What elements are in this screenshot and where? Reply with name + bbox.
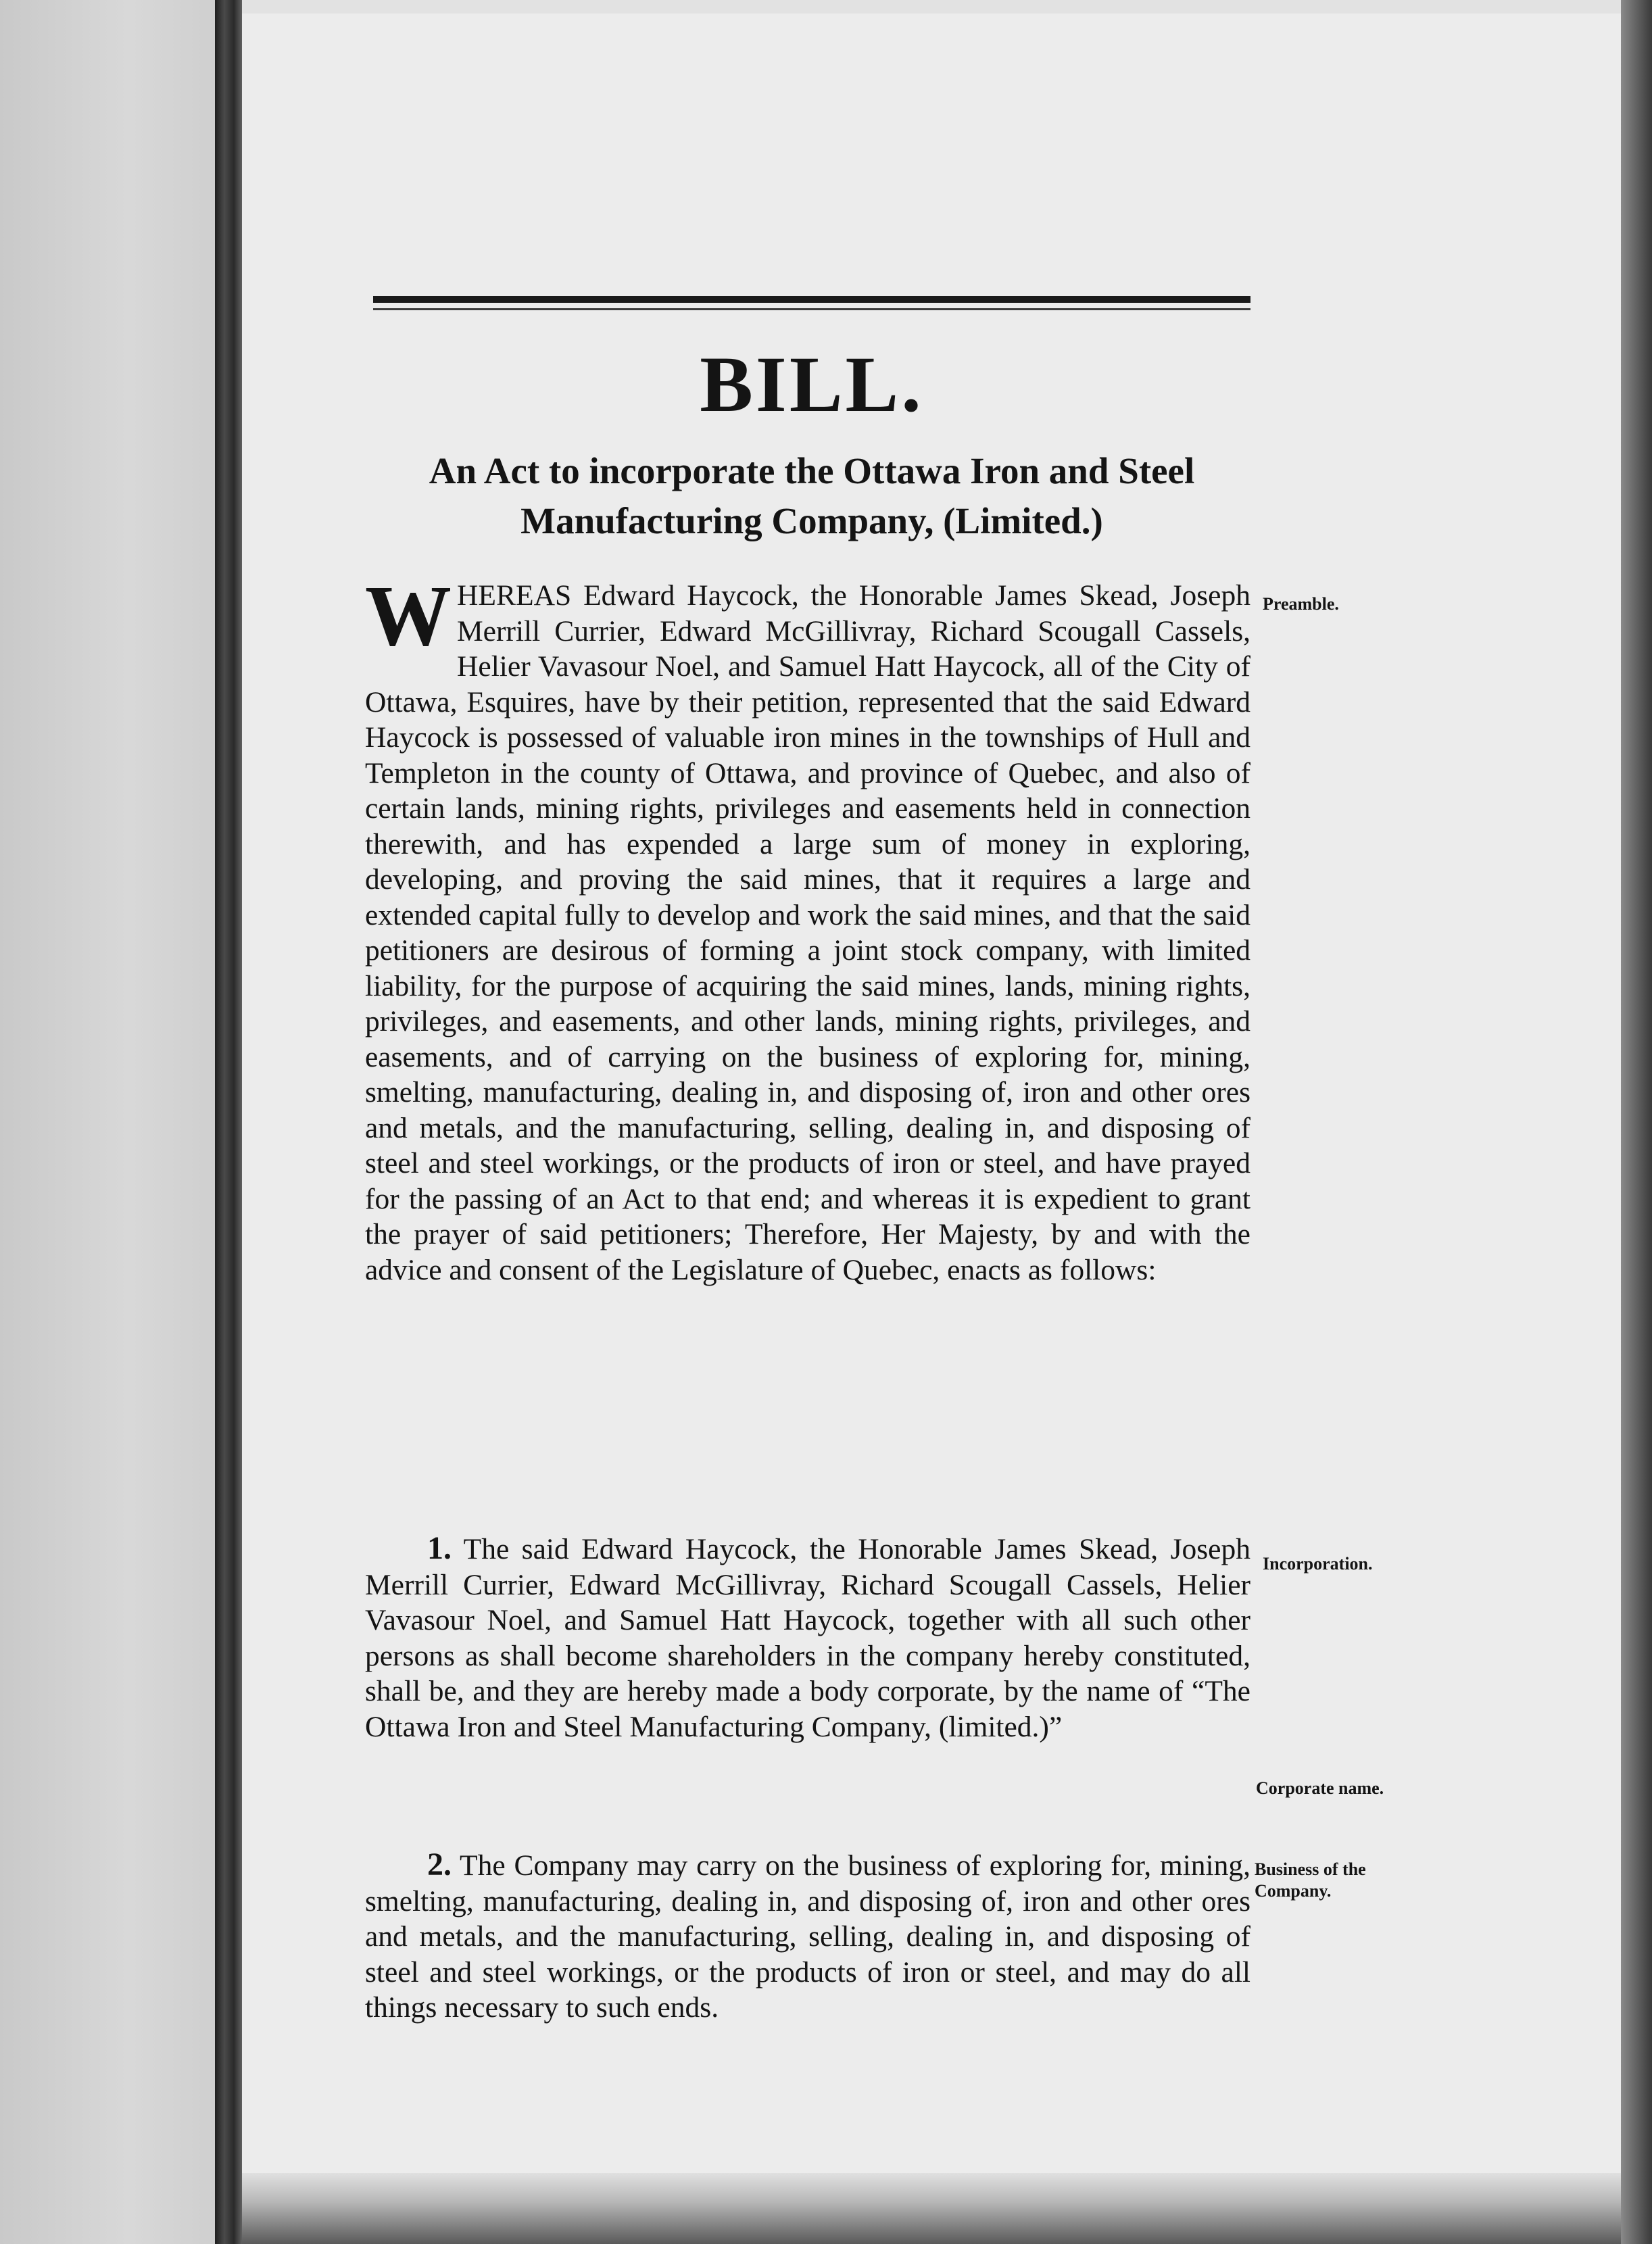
- margin-note-corporate-name: Corporate name.: [1256, 1778, 1384, 1798]
- header-rule-thin: [373, 308, 1250, 310]
- bottom-page-edge: [242, 2173, 1621, 2244]
- section-2-paragraph: [365, 1847, 1250, 2026]
- preamble-text: HEREAS Edward Haycock, the Honorable James Skead, Joseph Merrill Currier, Edward McGillivray, Richard Scougall Cassels, Helier Vavasour Noel, and Samuel Hatt Haycock, all of the City of Ottawa, Esquires, have by their petition, represented that the said Edward Haycock is possessed of valuable iron mines in the townships of Hull and Templeton in the county of Ottawa, and province of Quebec, and also of certain lands, mining rights, privileges and easements held in connection therewith, and has expended a large sum of money in exploring, developing, and proving the said mines, that it requires a large and extended capital fully to develop and work the said mines, and that the said petitioners are desirous of forming a joint stock company, with limited liability, for the purpose of acquiring the said mines, lands, mining rights, privileges, and easements, and other lands, mining rights, privileges, and easements, and of carrying on the business of exploring for, mining, smelting, manufacturing, dealing in, and disposing of, iron and other ores and metals, and the manufacturing, selling, dealing in, and disposing of steel and steel workings, or the products of iron or steel, and have prayed for the passing of an Act to that end; and whereas it is expedient to grant the prayer of said petitioners; Therefore, Her Majesty, by and with the advice and consent of the Legislature of Quebec, enacts as follows:: [365, 579, 1250, 1286]
- margin-note-incorporation: Incorporation.: [1263, 1554, 1373, 1574]
- margin-note-preamble: Preamble.: [1263, 594, 1339, 614]
- margin-note-business: Business of the Company.: [1255, 1859, 1366, 1901]
- act-title: An Act to incorporate the Ottawa Iron and Steel Manufacturing Company, (Limited.): [429, 450, 1195, 541]
- drop-cap: W: [365, 568, 452, 664]
- section-1-text: The said Edward Haycock, the Honorable James Skead, Joseph Merrill Currier, Edward McGillivray, Richard Scougall Cassels, Helier Vavasour Noel, and Samuel Hatt Haycock, together with all such other persons as shall become shareholders in the company hereby constituted, shall be, and they are hereby made a body corporate, by the name of “The Ottawa Iron and Steel Manufacturing Company, (limited.)”: [365, 1533, 1250, 1743]
- section-2-text: The Company may carry on the business of exploring for, mining, smelting, manufacturing, dealing in, and disposing of, iron and other ores and metals, and the manufacturing, selling, dealing in, and disposing of steel and steel workings, or the products of iron or steel, and may do all things necessary to such ends.: [365, 1849, 1250, 2024]
- section-2-number: 2.: [427, 1847, 452, 1882]
- header-rule-thick: [373, 296, 1250, 303]
- bill-heading: BILL.: [700, 340, 924, 429]
- section-1-paragraph: [365, 1531, 1250, 1745]
- right-page-edge: [1621, 0, 1652, 2244]
- book-gutter: [215, 0, 242, 2244]
- section-1-number: 1.: [427, 1530, 452, 1566]
- left-page-edge: [0, 0, 215, 2244]
- preamble-paragraph: [365, 568, 1250, 1288]
